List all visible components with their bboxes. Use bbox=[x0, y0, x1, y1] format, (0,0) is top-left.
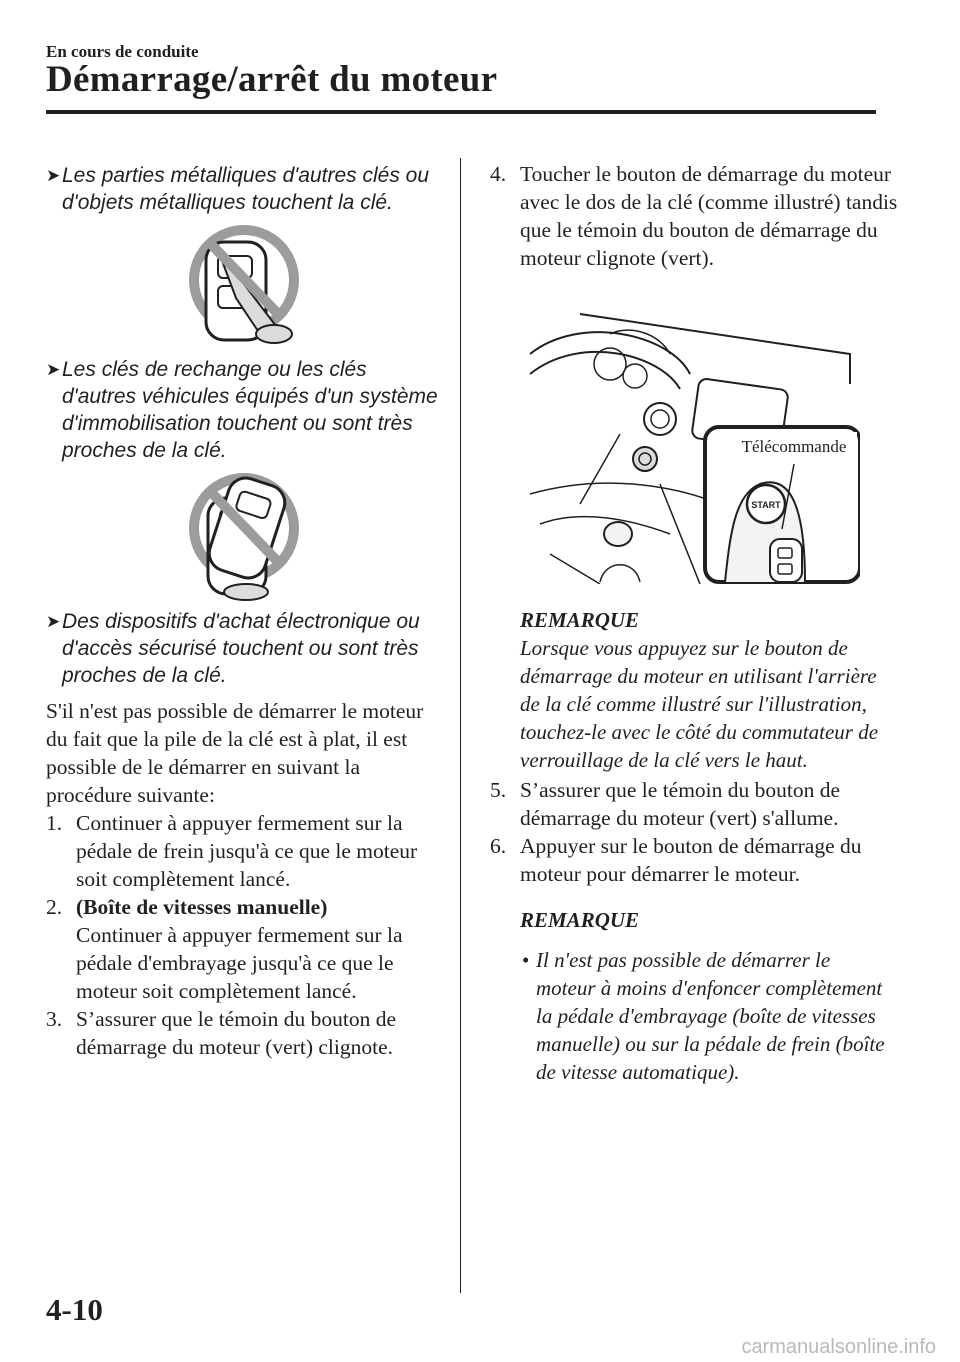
condition-text: Des dispositifs d'achat électronique ou d'accès sécurisé touchent ou sont très proches de la clé. bbox=[62, 610, 420, 687]
title-rule bbox=[46, 110, 876, 114]
step-text: S’assurer que le témoin du bouton de démarrage du moteur (vert) s'allume. bbox=[520, 778, 841, 830]
condition-item bbox=[46, 608, 441, 689]
arrow-bullet-icon: ➤ bbox=[46, 166, 61, 185]
condition-text: Les parties métalliques d'autres clés ou d'objets métalliques touchent la clé. bbox=[62, 164, 430, 214]
step-number: 2. bbox=[46, 895, 63, 919]
arrow-bullet-icon: ➤ bbox=[46, 612, 61, 631]
note-text: Lorsque vous appuyez sur le bouton de démarrage du moteur en utilisant l'arrière de la clé comme illustré sur l'illustration, touchez-le avec le côté du commutateur de verrouillage de la clé vers le haut. bbox=[520, 636, 879, 772]
condition-text: Les clés de rechange ou les clés d'autres véhicules équipés d'un système d'immobilisation touchent ou sont très proches de la clé. bbox=[62, 358, 438, 462]
step-number: 6. bbox=[490, 834, 507, 858]
start-button-text: START bbox=[751, 500, 781, 510]
note-title: REMARQUE bbox=[520, 608, 640, 632]
step-item bbox=[490, 776, 885, 832]
note-bullet-text: Il n'est pas possible de démarrer le moteur à moins d'enfoncer complètement la pédale d'embrayage (boîte de vitesses manuelle) ou sur la pédale de frein (boîte de vitesse automatique). bbox=[536, 948, 885, 1084]
note-block bbox=[490, 606, 885, 774]
column-divider bbox=[460, 158, 461, 1293]
step-text: Continuer à appuyer fermement sur la pédale de frein jusqu'à ce que le moteur soit complètement lancé. bbox=[76, 811, 418, 891]
step-heading: (Boîte de vitesses manuelle) bbox=[76, 895, 328, 919]
figure-label-telecommande: Télécommande bbox=[741, 437, 847, 456]
page-title: Démarrage/arrêt du moteur bbox=[46, 59, 498, 100]
dashboard-start-button-figure bbox=[520, 294, 860, 584]
key-spare-keys-figure bbox=[184, 470, 304, 602]
page-number: 4-10 bbox=[46, 1292, 103, 1327]
watermark: carmanualsonline.info bbox=[741, 1336, 936, 1358]
step-item bbox=[46, 1005, 441, 1061]
step-text: Toucher le bouton de démarrage du moteur avec le dos de la clé (comme illustré) tandis que le témoin du bouton de démarrage du moteur clignote (vert). bbox=[520, 162, 898, 270]
bullet-dot-icon: • bbox=[522, 948, 530, 972]
arrow-bullet-icon: ➤ bbox=[46, 360, 61, 379]
left-column bbox=[46, 162, 441, 1061]
condition-item bbox=[46, 162, 441, 216]
step-item bbox=[490, 160, 905, 272]
note-block bbox=[490, 906, 885, 1086]
condition-item bbox=[46, 356, 441, 464]
key-metal-objects-figure bbox=[184, 222, 304, 350]
step-item bbox=[46, 893, 441, 1005]
step-number: 1. bbox=[46, 811, 63, 835]
intro-paragraph: S'il n'est pas possible de démarrer le moteur du fait que la pile de la clé est à plat, il est possible de le démarrer en suivant la procédure suivante: bbox=[46, 699, 424, 807]
step-number: 3. bbox=[46, 1007, 63, 1031]
section-label: En cours de conduite bbox=[46, 42, 199, 61]
step-text: S’assurer que le témoin du bouton de démarrage du moteur (vert) clignote. bbox=[76, 1007, 397, 1059]
step-number: 5. bbox=[490, 778, 507, 802]
step-number: 4. bbox=[490, 162, 507, 186]
step-item bbox=[490, 832, 885, 888]
note-bullet-item bbox=[520, 946, 885, 1086]
note-title: REMARQUE bbox=[520, 908, 640, 932]
right-column bbox=[490, 160, 898, 1086]
step-text: Continuer à appuyer fermement sur la pédale d'embrayage jusqu'à ce que le moteur soit complètement lancé. bbox=[76, 923, 403, 1003]
step-item bbox=[46, 809, 441, 893]
step-text: Appuyer sur le bouton de démarrage du moteur pour démarrer le moteur. bbox=[520, 834, 862, 886]
